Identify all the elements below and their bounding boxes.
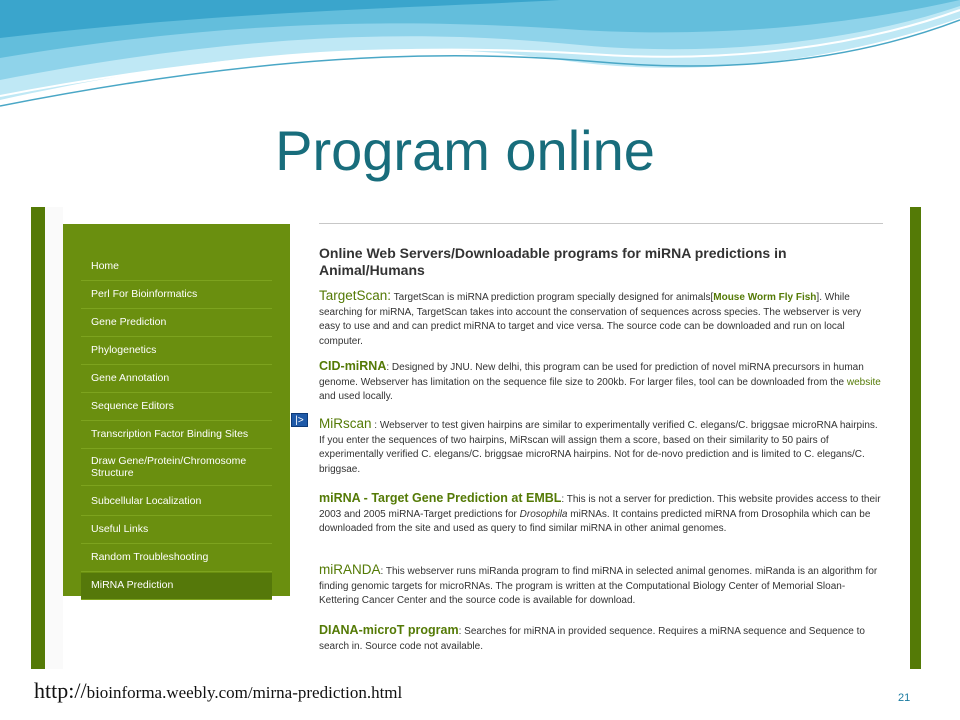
sidebar-item-subcellular[interactable]: Subcellular Localization (81, 489, 272, 516)
entry-text: : This is not a server for prediction. This website provides access to their 2003 and 2005 miRNA-Target predictions for (319, 494, 881, 520)
divider (319, 223, 883, 224)
sidebar-item-sequence-editors[interactable]: Sequence Editors (81, 394, 272, 421)
species-link[interactable]: Mouse Worm Fly Fish (713, 292, 817, 303)
url-prefix: http:// (34, 678, 87, 703)
entry-cid-mirna (319, 359, 885, 405)
frame-edge-left (31, 207, 45, 669)
entry-title: miRNA - Target Gene Prediction at EMBL (319, 491, 562, 505)
entry-text-italic: Drosophila (519, 508, 568, 520)
page-number: 21 (898, 692, 911, 704)
entry-text: : Webserver to test given hairpins are similar to experimentally verified C. elegans/C. briggsae microRNA hairpins. If you enter the sequences of two hairpins, MiRscan will assign them a score, based on their similarity to 50 pairs of experimentally verified C. elegans/C. briggsae microRNA hairpins. Not for de-novo prediction and is limited to C. elegans/C. briggsae. (319, 420, 878, 475)
entry-title-separator: : (387, 288, 392, 303)
entry-miranda (319, 563, 885, 609)
frame-gap (45, 207, 63, 669)
website-link[interactable]: website (846, 376, 881, 388)
entry-text: ]. While searching for miRNA, TargetScan takes into account the conservation of sequences across species. The webserver is very easy to use and and can predict miRNA to target and vice versa. The source code can be downloaded and run on local computer. (319, 292, 862, 347)
entry-targetscan (319, 289, 885, 349)
entry-title: TargetScan (319, 288, 388, 303)
sidebar-item-phylogenetics[interactable]: Phylogenetics (81, 338, 272, 365)
content-heading: Online Web Servers/Downloadable programs for miRNA predictions in Animal/Humans (319, 245, 787, 278)
entry-title: DIANA-microT program (319, 623, 459, 637)
wave-decoration (0, 0, 960, 120)
entry-embl (319, 491, 885, 537)
expand-toggle-button[interactable]: |> (291, 413, 308, 427)
entry-text: : This webserver runs miRanda program to find miRNA in selected animal genomes. miRanda is an algorithm for finding genomic targets for microRNAs. The program is written at the Computational Biology Center of Memorial Sloan-Kettering Cancer Center and the source code is available for download. (319, 566, 878, 606)
entry-diana (319, 623, 885, 654)
main-content (319, 207, 887, 669)
sidebar-nav (63, 224, 290, 596)
source-url (34, 678, 402, 704)
entry-title: CID-miRNA (319, 359, 387, 373)
entry-text: and used locally. (319, 391, 393, 402)
entry-text: miRNAs. It contains predicted miRNA from Drosophila which can be downloaded from the site and used as query to find similar miRNA in other animal genomes. (319, 508, 871, 534)
sidebar-item-mirna-prediction[interactable]: MiRNA Prediction (81, 573, 272, 600)
entry-text: : Searches for miRNA in provided sequence. Requires a miRNA sequence and Sequence to search in. Source code not available. (319, 626, 865, 652)
sidebar-item-perl[interactable]: Perl For Bioinformatics (81, 282, 272, 309)
sidebar-item-tfbs[interactable]: Transcription Factor Binding Sites (81, 422, 272, 449)
website-screenshot (31, 207, 921, 669)
url-path: bioinforma.weebly.com/mirna-prediction.html (86, 683, 403, 702)
entry-text: TargetScan is miRNA prediction program specially designed for animals[ (391, 292, 714, 303)
sidebar-item-draw-gene[interactable]: Draw Gene/Protein/Chromosome Structure (81, 450, 272, 486)
entry-title: MiRscan (319, 416, 372, 431)
entry-mirscan (319, 417, 885, 477)
sidebar-item-useful-links[interactable]: Useful Links (81, 517, 272, 544)
sidebar-item-gene-annotation[interactable]: Gene Annotation (81, 366, 272, 393)
sidebar-item-gene-prediction[interactable]: Gene Prediction (81, 310, 272, 337)
entry-text: : Designed by JNU. New delhi, this program can be used for prediction of novel miRNA precursors in human genome. Webserver has limitation on the sequence file size to 200kb. For larger files, tool can be downloaded from the (319, 362, 864, 388)
frame-edge-right (910, 207, 921, 669)
slide-title: Program online (275, 119, 655, 182)
sidebar-item-home[interactable]: Home (81, 254, 272, 281)
sidebar-item-troubleshooting[interactable]: Random Troubleshooting (81, 545, 272, 572)
entry-title: miRANDA (319, 562, 381, 577)
